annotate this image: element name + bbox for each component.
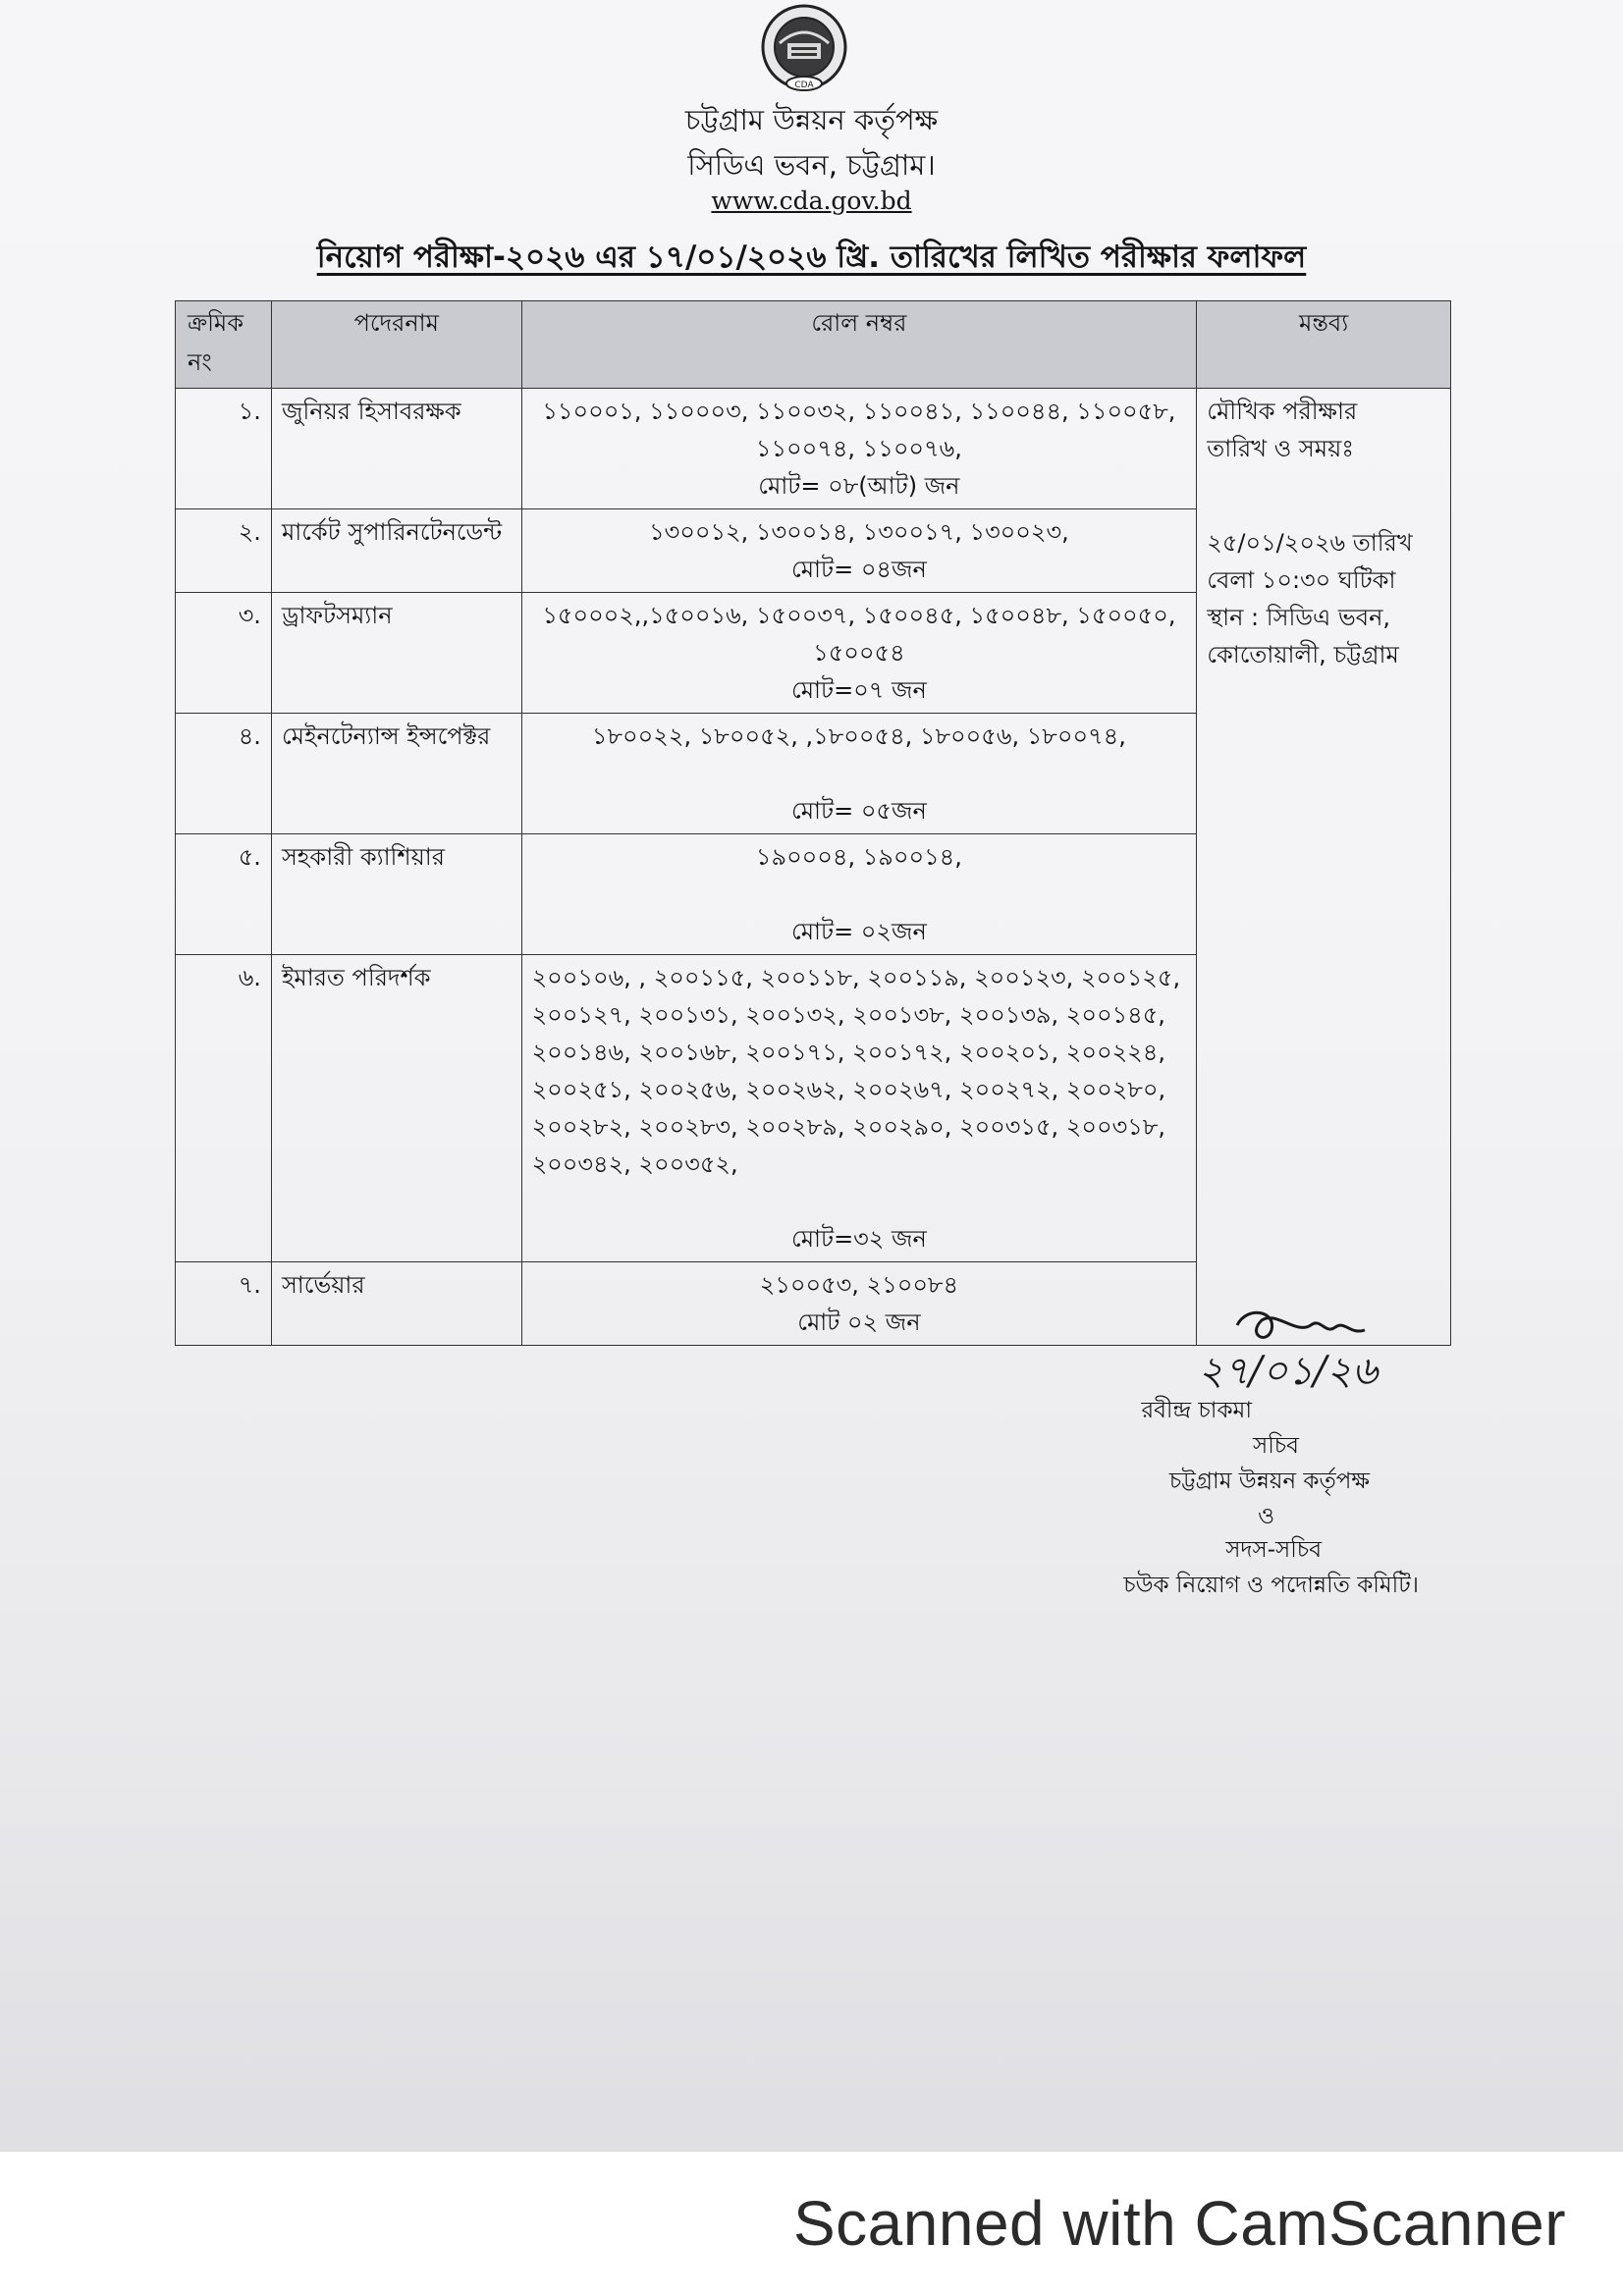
row-total: মোট= ০৫জন: [790, 797, 927, 825]
roll-numbers: ২১০০৫৩, ২১০০৮৪: [759, 1271, 959, 1299]
row-rolls: [521, 714, 1197, 834]
row-rolls: [521, 593, 1197, 714]
table-header-row: [176, 301, 1451, 389]
signatory-org: চট্টগ্রাম উন্নয়ন কর্তৃপক্ষ: [1168, 1468, 1370, 1494]
signatory-designation: সচিব: [1253, 1433, 1299, 1459]
result-table: [175, 300, 1451, 1346]
remark-line: মৌখিক পরীক্ষার: [1207, 398, 1358, 425]
row-serial: ৫.: [176, 834, 272, 955]
header-serial: ক্রমিক নং: [176, 301, 272, 389]
remark-line: কোতোয়ালী, চট্টগ্রাম: [1207, 641, 1399, 668]
row-total: মোট= ০৪জন: [790, 556, 927, 583]
row-post: জুনিয়র হিসাবরক্ষক: [271, 389, 521, 509]
header-remark: মন্তব্য: [1197, 301, 1451, 389]
signatory-name: রবীন্দ্র চাকমা: [1141, 1398, 1252, 1423]
roll-numbers: ১৮০০২২, ১৮০০৫২, ,১৮০০৫৪, ১৮০০৫৬, ১৮০০৭৪,: [591, 722, 1126, 750]
org-website: www.cda.gov.bd: [711, 187, 912, 215]
row-rolls: [521, 955, 1197, 1262]
org-address: সিডিএ ভবন, চট্টগ্রাম।: [687, 148, 936, 182]
row-post: সহকারী ক্যাশিয়ার: [271, 834, 521, 955]
scanner-watermark: Scanned with CamScanner: [792, 2188, 1566, 2259]
table-row: [176, 389, 1451, 509]
row-post: সার্ভেয়ার: [271, 1262, 521, 1346]
handwritten-signature: [1178, 1306, 1404, 1394]
roll-numbers: ১৫০০০২,,১৫০০১৬, ১৫০০৩৭, ১৫০০৪৫, ১৫০০৪৮, ১৫০০৫০, ১৫০০৫৪: [542, 602, 1176, 667]
row-total: মোট=০৭ জন: [790, 676, 927, 704]
row-post: ইমারত পরিদর্শক: [271, 955, 521, 1262]
row-rolls: [521, 509, 1197, 593]
signatory-role: সদস-সচিব: [1225, 1537, 1322, 1563]
row-serial: ৪.: [176, 714, 272, 834]
row-total: মোট=৩২ জন: [790, 1225, 927, 1253]
cda-logo: [750, 4, 858, 94]
row-post: মেইনটেন্যান্স ইন্সপেক্টর: [271, 714, 521, 834]
signature-date: ২৭/০১/২৬: [1198, 1349, 1378, 1394]
signatory-committee: চউক নিয়োগ ও পদোন্নতি কমিটি।: [1123, 1573, 1419, 1598]
row-total: মোট ০২ জন: [797, 1308, 921, 1336]
row-serial: ২.: [176, 509, 272, 593]
row-rolls: [521, 1262, 1197, 1346]
row-post: ড্রাফটসম্যান: [271, 593, 521, 714]
row-rolls: [521, 834, 1197, 955]
row-total: মোট= ০২জন: [790, 918, 927, 945]
row-post: মার্কেট সুপারিনটেনডেন্ট: [271, 509, 521, 593]
row-rolls: [521, 389, 1197, 509]
roll-numbers: ১৩০০১২, ১৩০০১৪, ১৩০০১৭, ১৩০০২৩,: [649, 518, 1069, 546]
row-serial: ৬.: [176, 955, 272, 1262]
header-post: পদেরনাম: [271, 301, 521, 389]
header-roll: রোল নম্বর: [521, 301, 1197, 389]
row-serial: ৭.: [176, 1262, 272, 1346]
remark-line: স্থান : সিডিএ ভবন,: [1207, 604, 1391, 631]
row-total: মোট= ০৮(আট) জন: [758, 472, 960, 500]
roll-numbers: ১১০০০১, ১১০০০৩, ১১০০৩২, ১১০০৪১, ১১০০৪৪, ১১০০৫৮, ১১০০৭৪, ১১০০৭৬,: [542, 398, 1176, 462]
logo-text: CDA: [794, 80, 814, 90]
row-serial: ১.: [176, 389, 272, 509]
row-serial: ৩.: [176, 593, 272, 714]
signatory-and: ও: [1258, 1504, 1274, 1529]
remark-line: তারিখ ও সময়ঃ: [1207, 435, 1355, 462]
org-name: চট্টগ্রাম উন্নয়ন কর্তৃপক্ষ: [684, 103, 939, 136]
roll-numbers: ১৯০০০৪, ১৯০০১৪,: [755, 843, 962, 871]
document-title: নিয়োগ পরীক্ষা-২০২৬ এর ১৭/০১/২০২৬ খ্রি. তারিখের লিখিত পরীক্ষার ফলাফল: [316, 240, 1307, 275]
remark-cell: [1197, 389, 1451, 1346]
roll-numbers: ২০০১০৬, , ২০০১১৫, ২০০১১৮, ২০০১১৯, ২০০১২৩, ২০০১২৫, ২০০১২৭, ২০০১৩১, ২০০১৩২, ২০০১৩৮, ২০০১৩৯, ২০০১৪৫, ২০০১৪৬, ২০০১৬৮, ২০০১৭১, ২০০১৭২, ২০০২০১, ২০০২২৪, ২০০২৫১, ২০০২৫৬, ২০০২৬২, ২০০২৬৭, ২০০২৭২, ২০০২৮০, ২০০২৮২, ২০০২৮৩, ২০০২৮৯, ২০০২৯০, ২০০৩১৫, ২০০৩১৮, ২০০৩৪২, ২০০৩৫২,: [531, 964, 1181, 1178]
remark-line: বেলা ১০:৩০ ঘটিকা: [1207, 566, 1396, 594]
remark-line: ২৫/০১/২০২৬ তারিখ: [1207, 529, 1413, 557]
